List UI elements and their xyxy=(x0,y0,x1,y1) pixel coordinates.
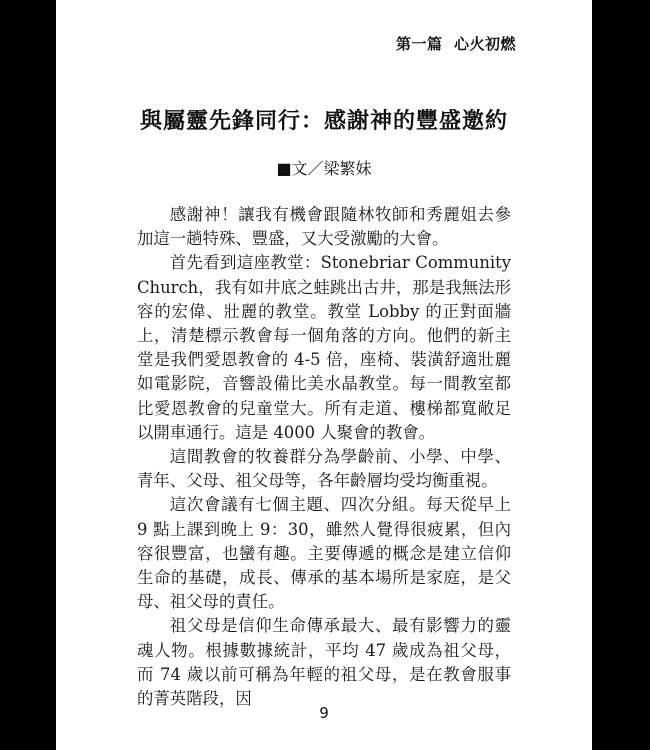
paragraph: 祖父母是信仰生命傳承最大、最有影響力的靈魂人物。根據數據統計，平均 47 歲成為祖父母，而 74 歲以前可稱為年輕的祖父母，是在教會服事的菁英階段，因 xyxy=(137,616,511,709)
book-page xyxy=(56,0,592,750)
page-number: 9 xyxy=(319,704,329,722)
paragraph: 首先看到這座教堂：Stonebriar Community Church，我有如井底之蛙跳出古井，那是我無法形容的宏偉、壯麗的教堂。教堂 Lobby 的正對面牆上，清楚標示教會每一個角落的方向。他們的新主堂是我們愛恩教會的 4-5 倍，座椅、裝潢舒適壯麗如電影院，音響設備比美水晶教堂。每一間教室都比愛恩教會的兒童堂大。所有走道、樓梯都寬敞足以開車通行。這是 4000 人聚會的教會。 xyxy=(137,253,511,442)
article-body xyxy=(137,203,511,711)
article-byline: ■文／梁繁妹 xyxy=(276,159,372,178)
paragraph: 這間教會的牧養群分為學齡前、小學、中學、青年、父母、祖父母等，各年齡層均受均衡重視。 xyxy=(137,447,511,491)
running-header: 第一篇 心火初燃 xyxy=(396,35,516,53)
paragraph: 感謝神！讓我有機會跟隨林牧師和秀麗姐去參加這一趟特殊、豐盛，又大受激勵的大會。 xyxy=(137,205,511,249)
article-title: 與屬靈先鋒同行：感謝神的豐盛邀約 xyxy=(139,108,508,134)
paragraph: 這次會議有七個主題、四次分組。每天從早上 9 點上課到晚上 9：30，雖然人覺得很疲累，但內容很豐富，也蠻有趣。主要傳遞的概念是建立信仰生命的基礎，成長、傳承的基本場所是家庭，是父母、祖父母的責任。 xyxy=(137,495,511,612)
